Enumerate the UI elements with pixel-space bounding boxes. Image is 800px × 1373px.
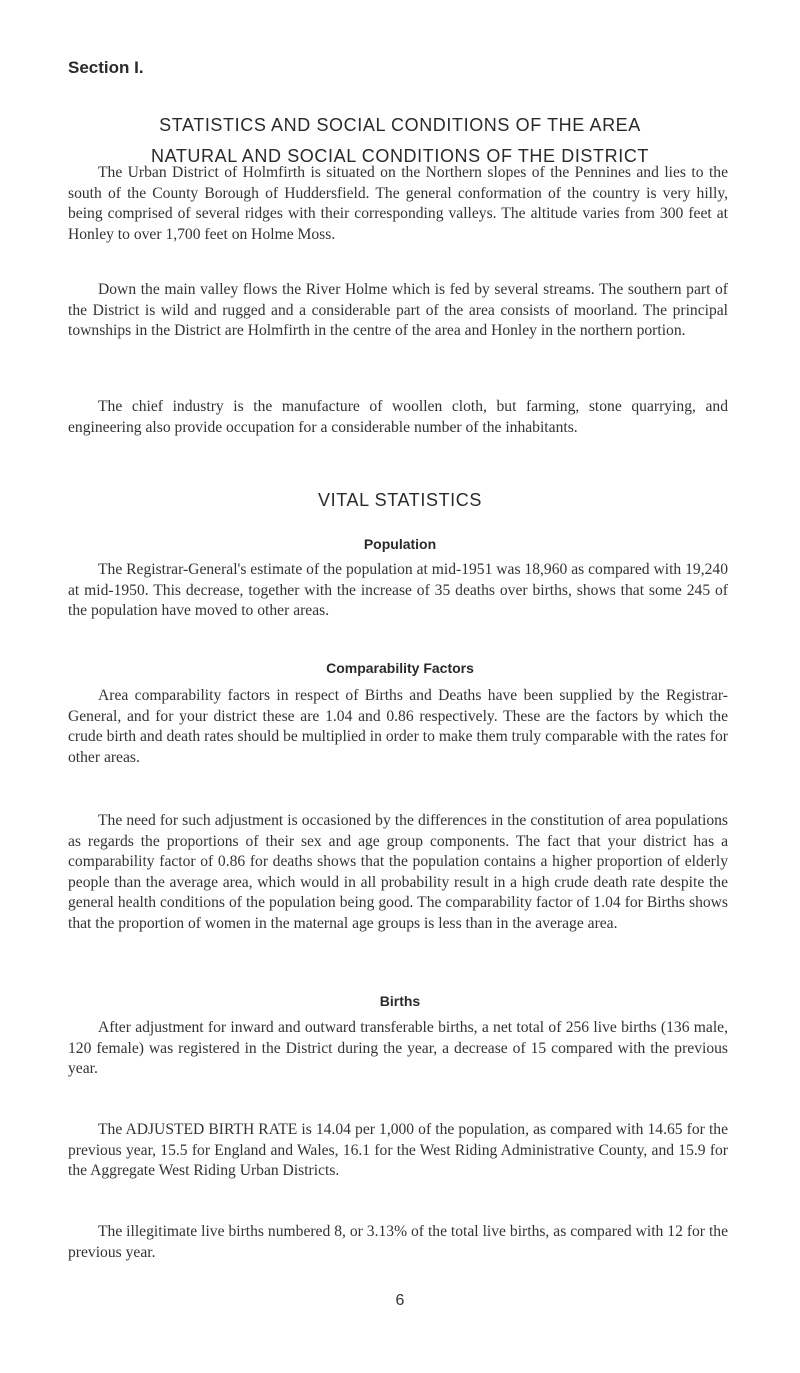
paragraph-district-location: The Urban District of Holmfirth is situated on the Northern slopes of the Pennines and lies to the south of the County Borough of Huddersfield. The general conformation of the country is very hilly, being comprised of several ridges with their corresponding valleys. The altitude varies from 300 feet at Honley to over 1,700 feet on Holme Moss. [68,164,728,243]
paragraph-births-total: After adjustment for inward and outward transferable births, a net total of 256 live births (136 male, 120 female) was registered in the District during the year, a decrease of 15 compared with the previous year. [68,1019,728,1077]
heading-vital-statistics: VITAL STATISTICS [318,490,482,510]
paragraph-population-estimate: The Registrar-General's estimate of the population at mid-1951 was 18,960 as compared with 19,240 at mid-1950. This decrease, together with the increase of 35 deaths over births, shows that some 245 of the population have moved to other areas. [68,561,728,619]
paragraph-illegitimate-births: The illegitimate live births numbered 8, or 3.13% of the total live births, as compared with 12 for the previous year. [68,1223,728,1261]
paragraph-industry: The chief industry is the manufacture of woollen cloth, but farming, stone quarrying, and engineering also provide occupation for a considerable number of the inhabitants. [68,398,728,436]
paragraph-adjustment-need: The need for such adjustment is occasioned by the differences in the constitution of area populations as regards the proportions of their sex and age group components. The fact that your district has a comparability factor of 0.86 for deaths shows that the population contains a higher proportion of elderly people than the average area, which would in all probability result in a high crude death rate despite the general health conditions of the population being good. The comparability factor of 1.04 for Births shows that the proportion of women in the maternal age groups is less than in the average area. [68,812,728,932]
subheading-births: Births [379,993,421,1009]
paragraph-river-holme: Down the main valley flows the River Holme which is fed by several streams. The southern part of the District is wild and rugged and a considerable part of the area consists of moorland. The principal townships in the District are Holmfirth in the centre of the area and Honley in the northern portion. [68,281,728,339]
paragraph-adjusted-birth-rate: The ADJUSTED BIRTH RATE is 14.04 per 1,000 of the population, as compared with 14.65 for the previous year, 15.5 for England and Wales, 16.1 for the West Riding Administrative County, and 15.9 for the Aggregate West Riding Urban Districts. [68,1121,728,1179]
subheading-comparability-factors: Comparability Factors [326,660,474,676]
page-number: 6 [395,1292,405,1309]
subheading-population: Population [363,536,437,552]
heading-natural-conditions: NATURAL AND SOCIAL CONDITIONS OF THE DISTRICT [150,146,650,166]
heading-statistics: STATISTICS AND SOCIAL CONDITIONS OF THE AREA [159,115,641,135]
paragraph-comparability-factors: Area comparability factors in respect of Births and Deaths have been supplied by the Registrar-General, and for your district these are 1.04 and 0.86 respectively. These are the factors by which the crude birth and death rates should be multiplied in order to make them truly comparable with the rates for other areas. [68,687,728,766]
section-label: Section I. [68,58,144,77]
